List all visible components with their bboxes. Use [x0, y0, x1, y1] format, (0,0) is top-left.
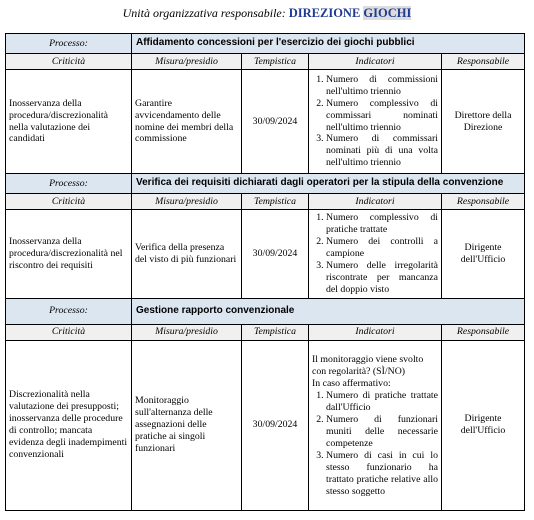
- column-header-row: [6, 54, 525, 70]
- process-label: Processo:: [6, 298, 132, 324]
- col-indicatori: Indicatori: [309, 194, 442, 210]
- col-tempistica: Tempistica: [242, 194, 309, 210]
- process-row: [6, 34, 525, 54]
- unit-name: DIREZIONE GIOCHI: [288, 6, 412, 20]
- unit-label: Unità organizzativa responsabile:: [122, 6, 286, 20]
- indicator-item: 2. Numero di funzionari muniti delle necessarie competenze: [326, 414, 438, 450]
- criticita-cell: Inosservanza della procedura/discrezionalità nel riscontro dei requisiti: [6, 210, 132, 299]
- responsabile-cell: Dirigente dell'Ufficio: [442, 340, 525, 510]
- col-criticita: Criticità: [6, 194, 132, 210]
- indicator-list: [312, 390, 438, 497]
- indicatori-cell: [309, 340, 442, 510]
- col-responsabile: Responsabile: [442, 54, 525, 70]
- col-responsabile: Responsabile: [442, 194, 525, 210]
- col-misura: Misura/presidio: [132, 54, 242, 70]
- misura-cell: Monitoraggio sull'alternanza delle assegnazioni delle pratiche ai singoli funzionari: [132, 340, 242, 510]
- process-title: Affidamento concessioni per l'esercizio dei giochi pubblici: [132, 34, 525, 54]
- responsabile-cell: Direttore della Direzione: [442, 70, 525, 174]
- document-heading: [0, 6, 534, 21]
- indicator-item: 1. Numero di pratiche trattate dall'Ufficio: [326, 390, 438, 414]
- criticita-cell: Discrezionalità nella valutazione dei presupposti; inosservanza delle procedure di controllo; mancata evidenza degli inadempimenti convenzionali: [6, 340, 132, 510]
- col-indicatori: Indicatori: [309, 54, 442, 70]
- indicatori-cell: [309, 70, 442, 174]
- measure-row: [6, 210, 525, 299]
- column-header-row: [6, 324, 525, 340]
- col-tempistica: Tempistica: [242, 324, 309, 340]
- col-tempistica: Tempistica: [242, 54, 309, 70]
- responsabile-cell: Dirigente dell'Ufficio: [442, 210, 525, 299]
- indicator-list: [312, 212, 438, 296]
- process-row: [6, 174, 525, 194]
- misura-cell: Garantire avvicendamento delle nomine dei membri della commissione: [132, 70, 242, 174]
- measure-row: [6, 340, 525, 510]
- tempistica-cell: 30/09/2024: [242, 340, 309, 510]
- process-label: Processo:: [6, 174, 132, 194]
- col-indicatori: Indicatori: [309, 324, 442, 340]
- col-criticita: Criticità: [6, 324, 132, 340]
- indicator-item: 3. Numero delle irregolarità riscontrate per mancanza del doppio visto: [326, 260, 438, 296]
- tempistica-cell: 30/09/2024: [242, 210, 309, 299]
- process-label: Processo:: [6, 34, 132, 54]
- indicator-item: 3. Numero di commissari nominati più di una volta nell'ultimo triennio: [326, 133, 438, 169]
- process-row: [6, 298, 525, 324]
- col-misura: Misura/presidio: [132, 324, 242, 340]
- indicator-item: 1. Numero complessivo di pratiche trattate: [326, 212, 438, 236]
- indicator-question: Il monitoraggio viene svolto con regolarità? (SÌ/NO): [312, 354, 424, 378]
- measure-row: [6, 70, 525, 174]
- indicator-item: 1. Numero di commissioni nell'ultimo triennio: [326, 74, 438, 98]
- indicator-item: 3. Numero di casi in cui lo stesso funzionario ha trattato pratiche relative allo stesso soggetto: [326, 450, 438, 498]
- misura-cell: Verifica della presenza del visto di più funzionari: [132, 210, 242, 299]
- col-misura: Misura/presidio: [132, 194, 242, 210]
- highlighted-word: GIOCHI: [363, 6, 412, 20]
- column-header-row: [6, 194, 525, 210]
- process-title: Gestione rapporto convenzionale: [132, 298, 525, 324]
- indicator-item: 2. Numero dei controlli a campione: [326, 236, 438, 260]
- process-title: Verifica dei requisiti dichiarati dagli operatori per la stipula della convenzione: [132, 174, 525, 194]
- indicator-condition: In caso affermativo:: [312, 378, 391, 390]
- indicator-item: 2. Numero complessivo di commissari nominati nell'ultimo triennio: [326, 98, 438, 134]
- indicator-list: [312, 74, 438, 170]
- criticita-cell: Inosservanza della procedura/discrezionalità nella valutazione dei candidati: [6, 70, 132, 174]
- risk-measures-table: [5, 33, 525, 511]
- indicatori-cell: [309, 210, 442, 299]
- col-criticita: Criticità: [6, 54, 132, 70]
- tempistica-cell: 30/09/2024: [242, 70, 309, 174]
- col-responsabile: Responsabile: [442, 324, 525, 340]
